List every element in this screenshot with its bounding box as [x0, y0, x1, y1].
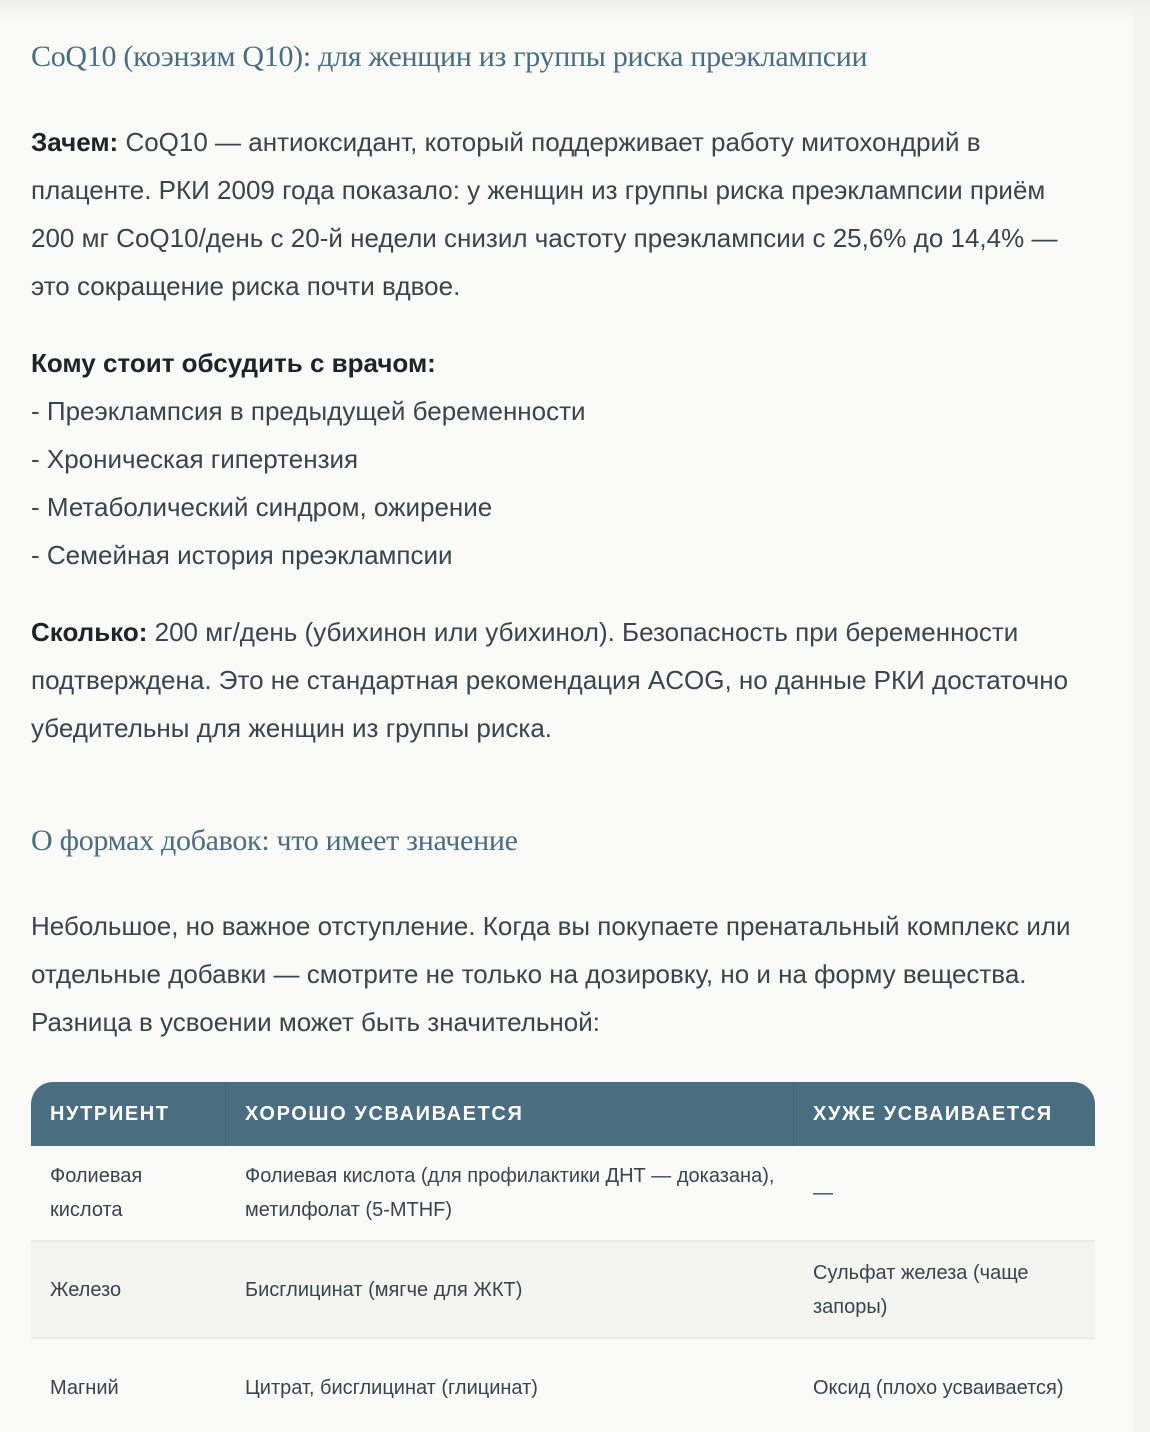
- cell-well-absorbed: Бисглицинат (мягче для ЖКТ): [226, 1242, 794, 1339]
- forms-heading: О формах добавок: что имеет значение: [31, 824, 518, 857]
- coq10-who-block: [31, 339, 1095, 579]
- how-text: 200 мг/день (убихинон или убихинол). Безопасность при беременности подтверждена. Это не стандартная рекомендация ACOG, но данные РКИ достаточно убедительны для женщин из группы риска.: [31, 617, 1069, 743]
- why-label: Зачем:: [31, 127, 119, 157]
- cell-poorly-absorbed: Сульфат железа (чаще запоры): [794, 1242, 1095, 1339]
- coq10-dosage-paragraph: [31, 608, 1095, 752]
- how-label: Сколько:: [31, 617, 148, 647]
- who-list-item: - Семейная история преэклампсии: [31, 540, 453, 570]
- column-header-well-absorbed: ХОРОШО УСВАИВАЕТСЯ: [226, 1082, 794, 1146]
- who-list-item: - Преэклампсия в предыдущей беременности: [31, 396, 586, 426]
- who-label: Кому стоит обсудить с врачом:: [31, 348, 436, 378]
- cell-nutrient: Фолиевая кислота: [31, 1146, 226, 1242]
- nutrient-forms-table-wrapper: [31, 1082, 1095, 1432]
- table-row: [31, 1146, 1095, 1242]
- who-list-item: - Метаболический синдром, ожирение: [31, 492, 493, 522]
- cell-poorly-absorbed: Оксид (плохо усваивается): [794, 1339, 1095, 1432]
- forms-intro-paragraph: Небольшое, но важное отступление. Когда вы покупаете пренатальный комплекс или отдельные добавки — смотрите не только на дозировку, но и на форму вещества. Разница в усвоении может быть значительной:: [31, 911, 1071, 1037]
- column-header-nutrient: НУТРИЕНТ: [31, 1082, 226, 1146]
- who-list-item: - Хроническая гипертензия: [31, 444, 359, 474]
- cell-nutrient: Магний: [31, 1339, 226, 1432]
- table-row: [31, 1339, 1095, 1432]
- cell-nutrient: Железо: [31, 1242, 226, 1339]
- table-header-row: [31, 1082, 1095, 1146]
- coq10-why-paragraph: [31, 118, 1095, 310]
- cell-well-absorbed: Цитрат, бисглицинат (глицинат): [226, 1339, 794, 1432]
- coq10-heading: CoQ10 (коэнзим Q10): для женщин из группы риска преэклампсии: [31, 40, 868, 73]
- table-row: [31, 1242, 1095, 1339]
- nutrient-forms-table: [31, 1082, 1095, 1432]
- column-header-poorly-absorbed: ХУЖЕ УСВАИВАЕТСЯ: [794, 1082, 1095, 1146]
- cell-poorly-absorbed: —: [794, 1146, 1095, 1242]
- cell-well-absorbed: Фолиевая кислота (для профилактики ДНТ — доказана), метилфолат (5-MTHF): [226, 1146, 794, 1242]
- why-text: CoQ10 — антиоксидант, который поддерживает работу митохондрий в плаценте. РКИ 2009 года показало: у женщин из группы риска преэклампсии приём 200 мг CoQ10/день с 20-й недели снизил частоту преэклампсии с 25,6% до 14,4% — это сокращение риска почти вдвое.: [31, 127, 1058, 301]
